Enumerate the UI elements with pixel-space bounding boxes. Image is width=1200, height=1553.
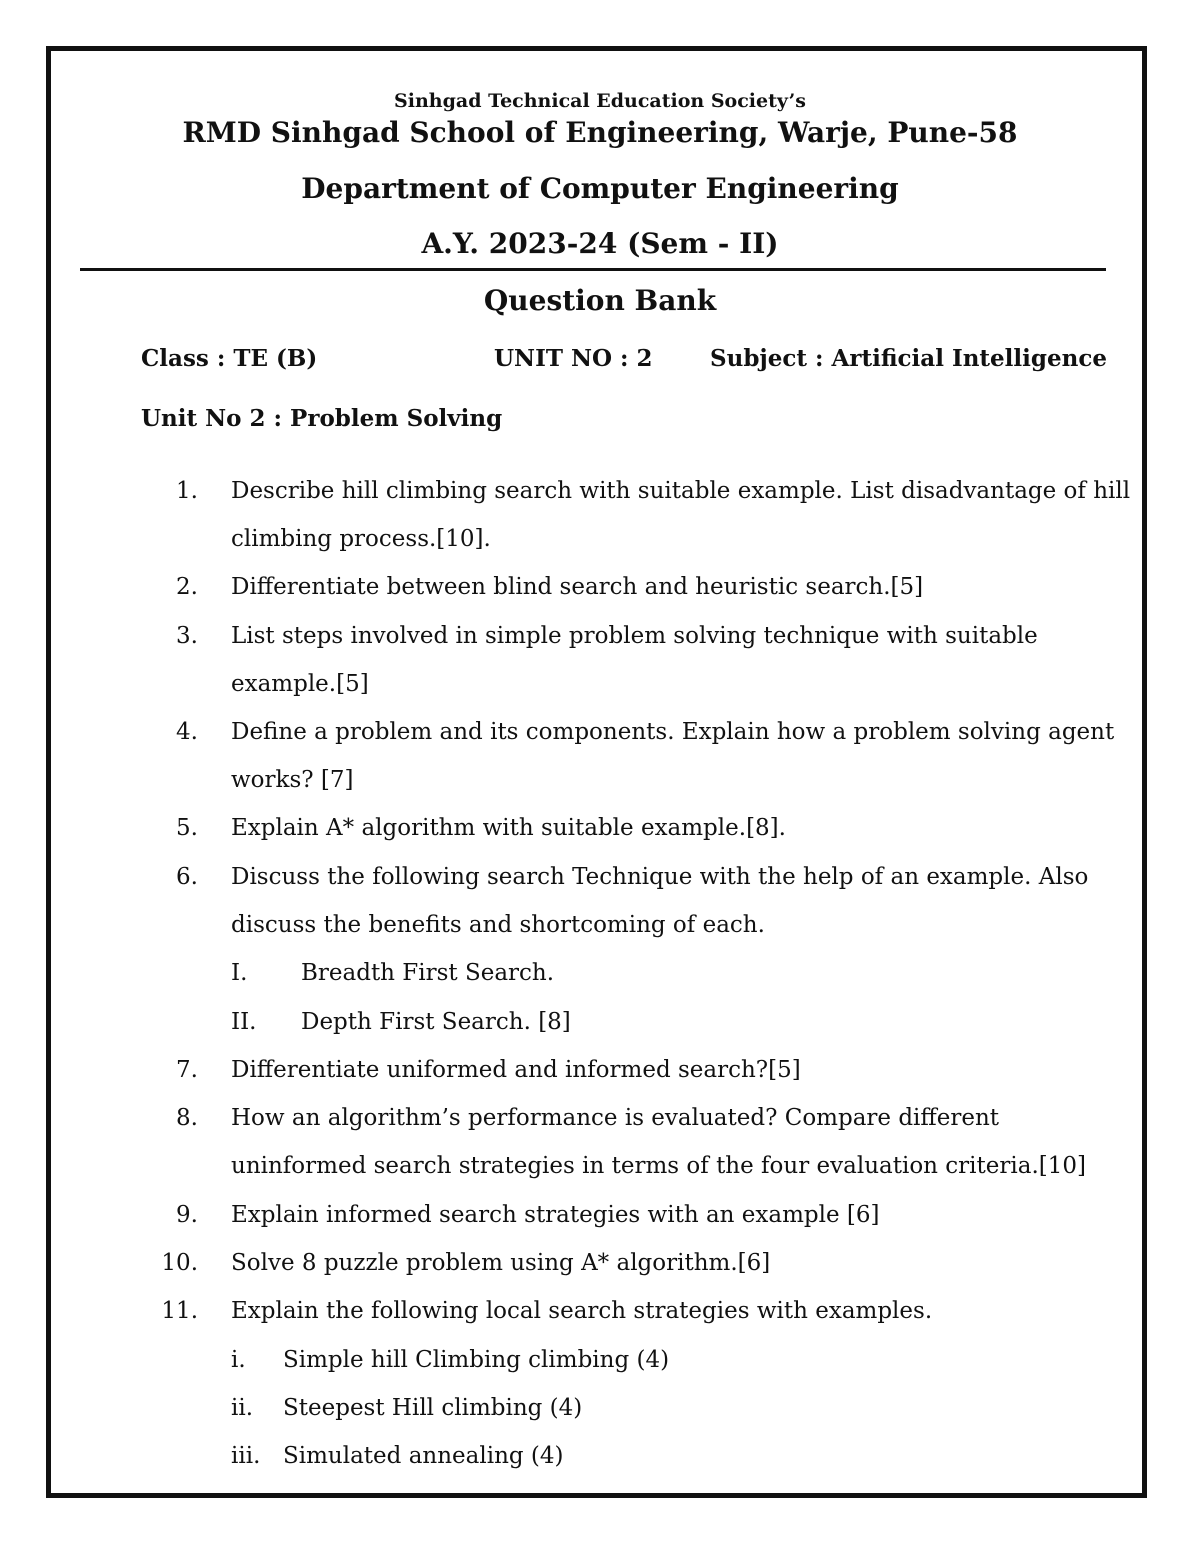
question-text: discuss the benefits and shortcoming of each.: [231, 912, 765, 938]
question-text: Explain A* algorithm with suitable example.[8].: [231, 815, 786, 841]
question-number: 8.: [176, 1105, 198, 1131]
question-number: 4.: [176, 719, 198, 745]
question-text: works? [7]: [231, 767, 354, 793]
question-text: Explain informed search strategies with an example [6]: [231, 1202, 880, 1228]
question-text: climbing process.[10].: [231, 526, 491, 552]
sub-question-text: Breadth First Search.: [301, 960, 555, 986]
sub-question-number: i.: [231, 1347, 246, 1373]
page-border: [46, 46, 1147, 1498]
page-title: Question Bank: [483, 284, 717, 317]
department-name: Department of Computer Engineering: [301, 172, 899, 205]
unit-heading: Unit No 2 : Problem Solving: [141, 405, 503, 432]
sub-question-text: Steepest Hill climbing (4): [283, 1395, 583, 1421]
question-text: Differentiate between blind search and heuristic search.[5]: [231, 574, 924, 600]
header-divider: [80, 268, 1106, 271]
unit-number: UNIT NO : 2: [494, 345, 653, 372]
question-text: Describe hill climbing search with suitable example. List disadvantage of hill: [231, 478, 1131, 504]
sub-question-number: II.: [231, 1009, 257, 1035]
question-number: 11.: [161, 1298, 198, 1324]
question-text: List steps involved in simple problem solving technique with suitable: [231, 623, 1038, 649]
class-label: Class : TE (B): [141, 345, 318, 372]
college-name: RMD Sinhgad School of Engineering, Warje, Pune-58: [182, 116, 1018, 149]
question-number: 2.: [176, 574, 198, 600]
sub-question-text: Simulated annealing (4): [283, 1443, 564, 1469]
question-text: example.[5]: [231, 671, 369, 697]
question-number: 9.: [176, 1202, 198, 1228]
sub-question-number: I.: [231, 960, 248, 986]
question-text: Define a problem and its components. Explain how a problem solving agent: [231, 719, 1115, 745]
sub-question-number: iii.: [231, 1443, 261, 1469]
society-name: Sinhgad Technical Education Society’s: [394, 90, 806, 112]
question-text: Solve 8 puzzle problem using A* algorithm.[6]: [231, 1250, 771, 1276]
sub-question-number: ii.: [231, 1395, 254, 1421]
question-number: 10.: [161, 1250, 198, 1276]
sub-question-text: Simple hill Climbing climbing (4): [283, 1347, 670, 1373]
question-number: 7.: [176, 1057, 198, 1083]
question-text: Differentiate uniformed and informed search?[5]: [231, 1057, 801, 1083]
question-number: 3.: [176, 623, 198, 649]
sub-question-text: Depth First Search. [8]: [301, 1009, 571, 1035]
question-number: 5.: [176, 815, 198, 841]
question-text: Explain the following local search strategies with examples.: [231, 1298, 933, 1324]
question-text: uninformed search strategies in terms of the four evaluation criteria.[10]: [231, 1153, 1086, 1179]
question-text: Discuss the following search Technique with the help of an example. Also: [231, 864, 1089, 890]
question-number: 1.: [176, 478, 198, 504]
academic-year: A.Y. 2023-24 (Sem - II): [421, 227, 779, 260]
question-number: 6.: [176, 864, 198, 890]
question-text: How an algorithm’s performance is evaluated? Compare different: [231, 1105, 1000, 1131]
subject-label: Subject : Artificial Intelligence: [710, 345, 1107, 372]
